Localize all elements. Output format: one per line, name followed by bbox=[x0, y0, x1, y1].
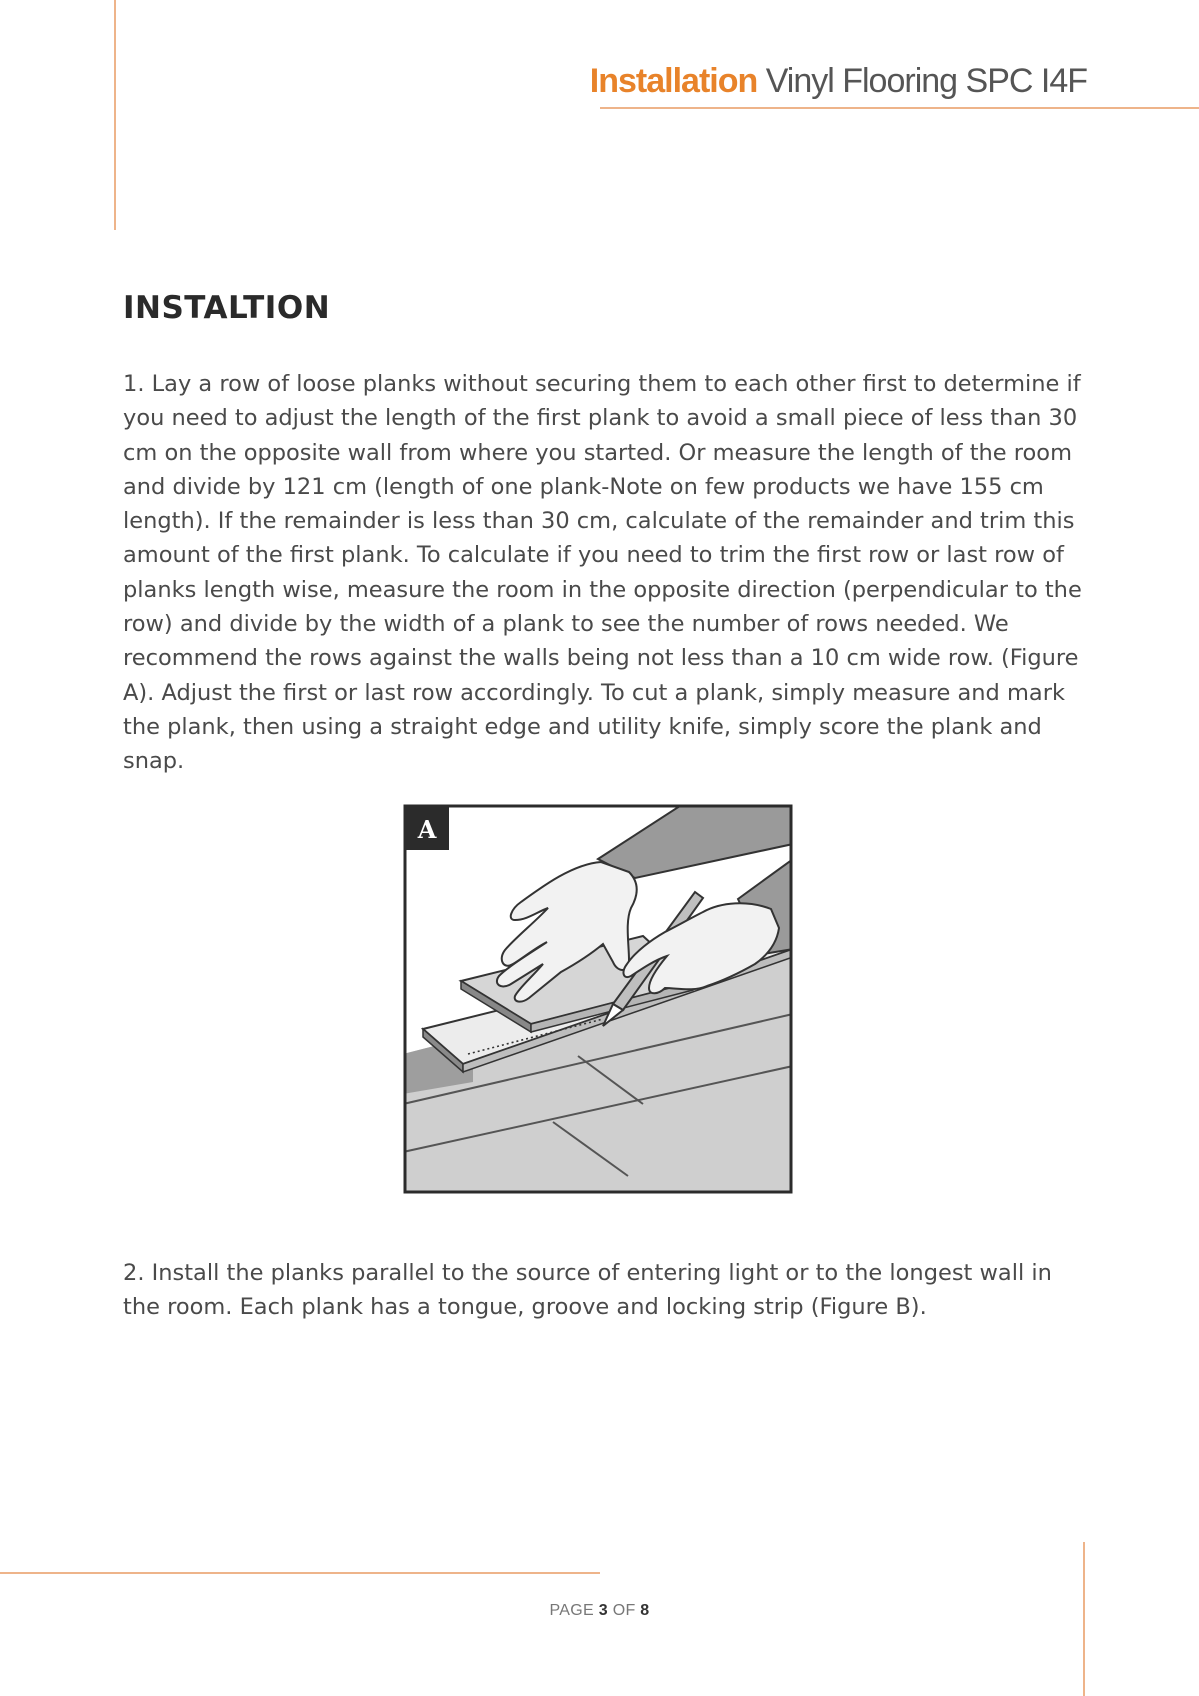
page-number bbox=[0, 1602, 1199, 1620]
section-heading: INSTALTION bbox=[123, 290, 331, 326]
page-total: 8 bbox=[640, 1602, 650, 1619]
step-1-paragraph: 1. Lay a row of loose planks without securing them to each other first to determine if you need to adjust the length of the first plank to avoid a small piece of less than 30 cm on the opposite wall from where you started. Or measure the length of the room and divide by 121 cm (length of one plank-Note on few products we have 155 cm length). If the remainder is less than 30 cm, calculate of the remainder and trim this amount of the first plank. To calculate if you need to trim the first row or last row of planks length wise, measure the room in the opposite direction (perpendicular to the row) and divide by the width of a plank to see the number of rows needed. We recommend the rows against the walls being not less than a 10 cm wide row. (Figure A). Adjust the first or last row accordingly. To cut a plank, simply measure and mark the plank, then using a straight edge and utility knife, simply score the plank and snap. bbox=[123, 371, 1082, 775]
top-left-vertical-rule bbox=[114, 0, 116, 230]
page-current: 3 bbox=[598, 1602, 608, 1619]
header-underline bbox=[600, 107, 1199, 109]
document-title-accent: Installation bbox=[589, 62, 758, 100]
page-prefix: PAGE bbox=[549, 1602, 594, 1619]
figure-label: A bbox=[417, 815, 437, 844]
step-2-paragraph: 2. Install the planks parallel to the source of entering light or to the longest wall in the room. Each plank has a tongue, groove and locking strip (Figure B). bbox=[123, 1260, 1052, 1321]
document-title-product: Vinyl Flooring SPC I4F bbox=[765, 62, 1087, 100]
footer-rule bbox=[0, 1572, 600, 1574]
figure-a-illustration bbox=[403, 804, 793, 1194]
page-of: OF bbox=[612, 1602, 636, 1619]
document-title bbox=[590, 62, 1087, 101]
